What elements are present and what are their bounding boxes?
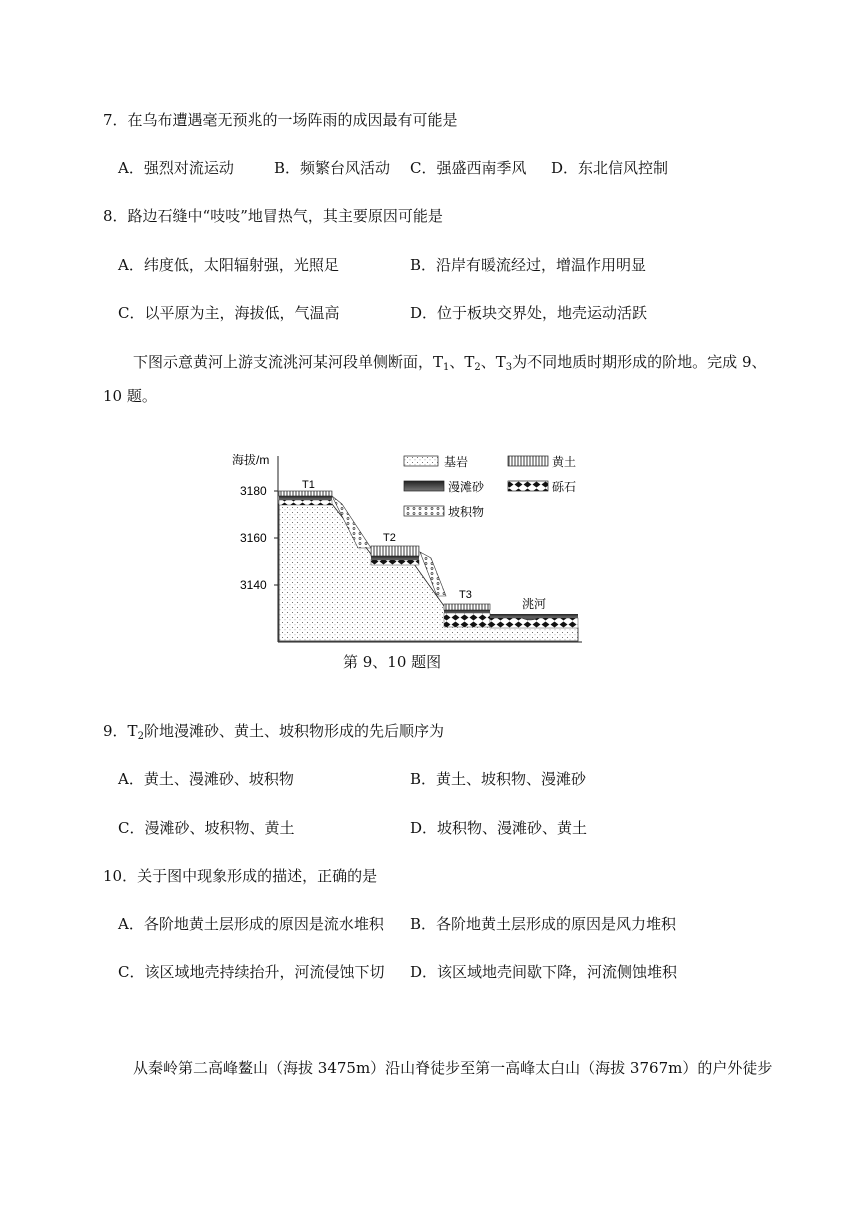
- q10-stem: 10．关于图中现象形成的描述，正确的是: [103, 867, 378, 885]
- intro-line-1: [133, 352, 767, 378]
- t3-sand: [444, 610, 490, 613]
- terrace-cross-section-figure: [226, 446, 588, 646]
- river-label: 洮河: [522, 597, 547, 611]
- legend-swatch-gravel: [508, 481, 548, 491]
- intro-sep: 、T: [480, 353, 506, 371]
- t2-loess: [371, 546, 419, 556]
- y-tick-label: 3140: [240, 578, 267, 592]
- q8-option-b: B．沿岸有暖流经过，增温作用明显: [410, 256, 647, 274]
- q9-stem-pre: 9．T: [103, 722, 138, 740]
- q9-option-c: C．漫滩砂、坡积物、黄土: [118, 819, 295, 837]
- t2-subscript: 2: [474, 362, 481, 373]
- q9-stem-post: 阶地漫滩砂、黄土、坡积物形成的先后顺序为: [143, 722, 444, 740]
- intro-line-2: 10 题。: [103, 387, 157, 405]
- q9-option-b: B．黄土、坡积物、漫滩砂: [410, 770, 587, 788]
- q8-option-d: D．位于板块交界处，地壳运动活跃: [410, 304, 648, 322]
- t2-sand: [371, 556, 419, 560]
- q9-stem: [103, 721, 444, 747]
- t3-gravel: [444, 613, 490, 627]
- t3-subscript: 3: [505, 362, 513, 373]
- legend-swatch-slope: [404, 506, 444, 516]
- q7-option-b: B．频繁台风活动: [274, 159, 391, 177]
- q9-option-d: D．坡积物、漫滩砂、黄土: [410, 819, 588, 837]
- t1-loess: [279, 491, 332, 496]
- q9-subscript: 2: [137, 731, 144, 742]
- t1-gravel: [279, 500, 332, 505]
- riverbed-sand: [490, 614, 578, 618]
- q10-option-b: B．各阶地黄土层形成的原因是风力堆积: [410, 915, 677, 933]
- q7-option-c: C．强盛西南季风: [410, 159, 527, 177]
- intro-sep: 、T: [449, 353, 475, 371]
- terrace-label-t2: T2: [383, 532, 396, 544]
- y-tick-label: 3160: [240, 531, 267, 545]
- q10-option-c: C．该区域地壳持续抬升，河流侵蚀下切: [118, 963, 385, 981]
- q10-option-a: A．各阶地黄土层形成的原因是流水堆积: [118, 915, 384, 933]
- legend-loess: 黄土: [552, 455, 577, 469]
- q8-stem: 8．路边石缝中“吱吱”地冒热气，其主要原因可能是: [103, 207, 443, 225]
- t2-gravel: [371, 560, 419, 565]
- q9-option-a: A．黄土、漫滩砂、坡积物: [118, 770, 294, 788]
- q8-option-a: A．纬度低，太阳辐射强，光照足: [118, 256, 339, 274]
- legend-swatch-sand: [404, 481, 444, 491]
- legend-sand: 漫滩砂: [448, 480, 485, 494]
- terrace-label-t1: T1: [302, 479, 315, 491]
- legend-gravel: 砾石: [552, 480, 577, 494]
- legend-swatch-loess: [508, 456, 548, 466]
- next-section-intro: 从秦岭第二高峰鳌山（海拔 3475m）沿山脊徒步至第一高峰太白山（海拔 3767m）的户外徒步: [133, 1059, 773, 1077]
- q7-option-d: D．东北信风控制: [551, 159, 669, 177]
- t1-sand: [279, 496, 332, 500]
- y-axis-label: 海拔/m: [232, 453, 270, 467]
- t3-loess: [444, 604, 490, 610]
- terrace-label-t3: T3: [459, 589, 472, 601]
- legend-bedrock: 基岩: [444, 455, 469, 469]
- legend-slope: 坡积物: [448, 505, 485, 519]
- q8-option-c: C．以平原为主，海拔低，气温高: [118, 304, 340, 322]
- intro-text: 为不同地质时期形成的阶地。完成 9、: [512, 353, 767, 371]
- q7-stem: 7．在乌布遭遇毫无预兆的一场阵雨的成因最有可能是: [103, 111, 458, 129]
- y-tick-label: 3180: [240, 484, 267, 498]
- q7-option-a: A．强烈对流运动: [118, 159, 234, 177]
- intro-text: 下图示意黄河上游支流洮河某河段单侧断面，T: [133, 353, 444, 371]
- q10-option-d: D．该区域地壳间歇下降，河流侧蚀堆积: [410, 963, 678, 981]
- legend-swatch-bedrock: [404, 456, 438, 466]
- t1-subscript: 1: [443, 362, 450, 373]
- figure-caption: 第 9、10 题图: [343, 653, 442, 671]
